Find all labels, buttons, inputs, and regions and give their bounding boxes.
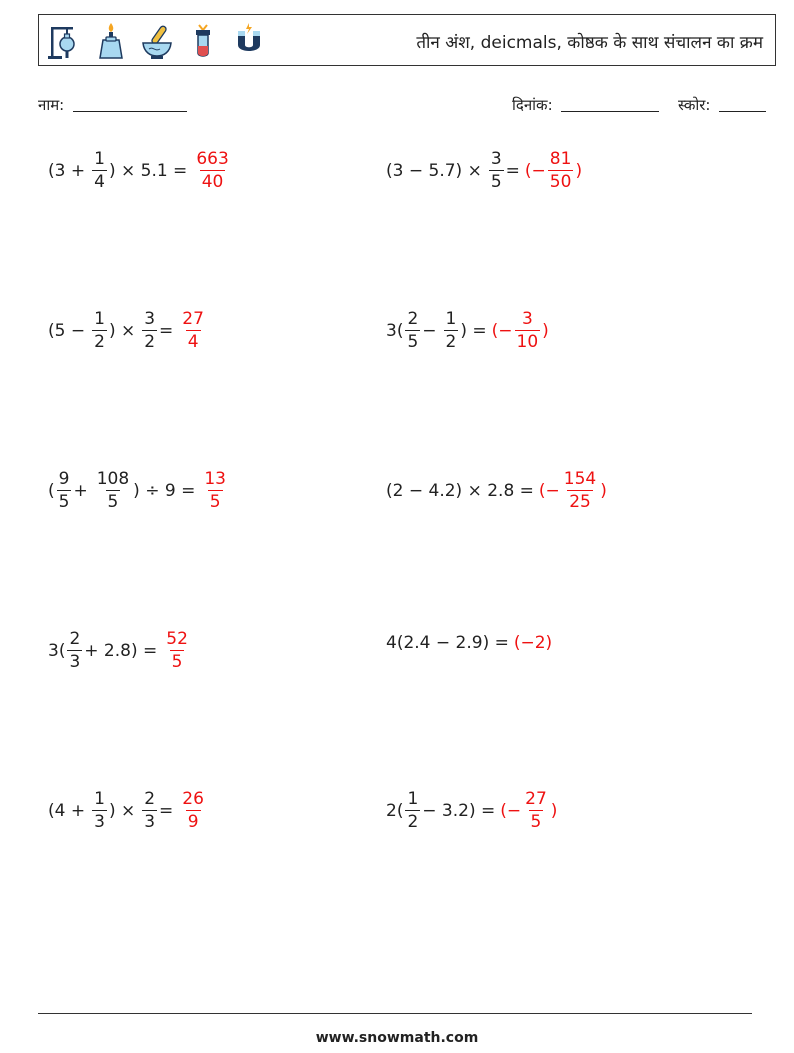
fraction: $\frac{2}{3}$ [69,629,81,672]
expr-part: 2( [386,801,404,821]
expr-part: ( [48,481,55,501]
problem-3 [48,306,208,356]
date-field [512,95,659,115]
expr-part: 4(2.4 − 2.9) = [386,633,509,653]
expr-part: ) × [108,801,136,821]
fraction: $\frac{1}{2}$ [445,309,457,352]
expr-part: 3( [386,321,404,341]
expr-part: 3( [48,641,66,661]
magnet-icon [231,21,267,61]
expr-part: = [159,801,174,821]
answer: $\frac{13}{5}$ [204,469,226,512]
answer: (− $\frac{27}{5}$ ) [500,789,558,832]
expr-part: (5 − [48,321,86,341]
answer: $\frac{663}{40}$ [196,149,229,192]
expr-part: + [73,481,88,501]
score-label: स्कोर: [678,96,711,114]
problem-2 [386,146,582,196]
date-blank[interactable] [561,95,659,112]
date-label: दिनांक: [512,96,553,114]
fraction: $\frac{2}{5}$ [407,309,419,352]
problem-4 [386,306,549,356]
answer: (− $\frac{81}{50}$ ) [524,149,583,192]
problem-9 [48,786,208,836]
mortar-pestle-icon [139,21,175,61]
expr-part: = [505,161,520,181]
expr-part: ) × 5.1 = [108,161,188,181]
fraction: $\frac{1}{3}$ [94,789,105,832]
footer-url[interactable]: www.snowmath.com [315,1030,479,1046]
problem-6 [386,466,607,516]
expr-part: (4 + [48,801,86,821]
expr-part: + 2.8) = [84,641,158,661]
score-blank[interactable] [719,95,766,112]
test-tube-icon [185,21,221,61]
answer: (−2) [513,633,553,653]
problem-7 [48,626,192,676]
answer: $\frac{27}{4}$ [182,309,204,352]
answer: $\frac{26}{9}$ [182,789,204,832]
expr-part: − [422,321,437,341]
expr-part: (2 − 4.2) × 2.8 = [386,481,534,501]
fraction: $\frac{108}{5}$ [96,469,130,512]
problem-10 [386,786,557,836]
bunsen-burner-icon [93,21,129,61]
worksheet-title: तीन अंश, deicmals, कोष्ठक के साथ संचालन का क्रम [416,33,763,53]
expr-part: − 3.2) = [422,801,496,821]
answer: $\frac{52}{5}$ [166,629,188,672]
score-field [678,95,766,115]
name-label: नाम: [38,96,65,114]
expr-part: = [159,321,174,341]
problem-1 [48,146,233,196]
fraction: $\frac{3}{2}$ [144,309,156,352]
worksheet-header [38,14,776,66]
fraction: $\frac{3}{5}$ [490,149,502,192]
name-field [38,95,187,115]
expr-part: ) ÷ 9 = [133,481,196,501]
problem-8 [386,618,552,668]
retort-stand-icon [47,21,83,61]
answer: (− $\frac{3}{10}$ ) [491,309,549,352]
header-icons [47,19,267,63]
name-blank[interactable] [73,95,187,112]
fraction: $\frac{2}{3}$ [144,789,156,832]
expr-part: ) = [460,321,487,341]
fraction: $\frac{1}{2}$ [94,309,105,352]
footer-divider [38,1013,752,1014]
expr-part: (3 + [48,161,86,181]
fraction: $\frac{9}{5}$ [58,469,70,512]
expr-part: (3 − 5.7) × [386,161,482,181]
answer: (− $\frac{154}{25}$ ) [538,469,607,512]
expr-part: ) × [108,321,136,341]
problem-5 [48,466,230,516]
fraction: $\frac{1}{2}$ [407,789,419,832]
fraction: $\frac{1}{4}$ [94,149,105,192]
